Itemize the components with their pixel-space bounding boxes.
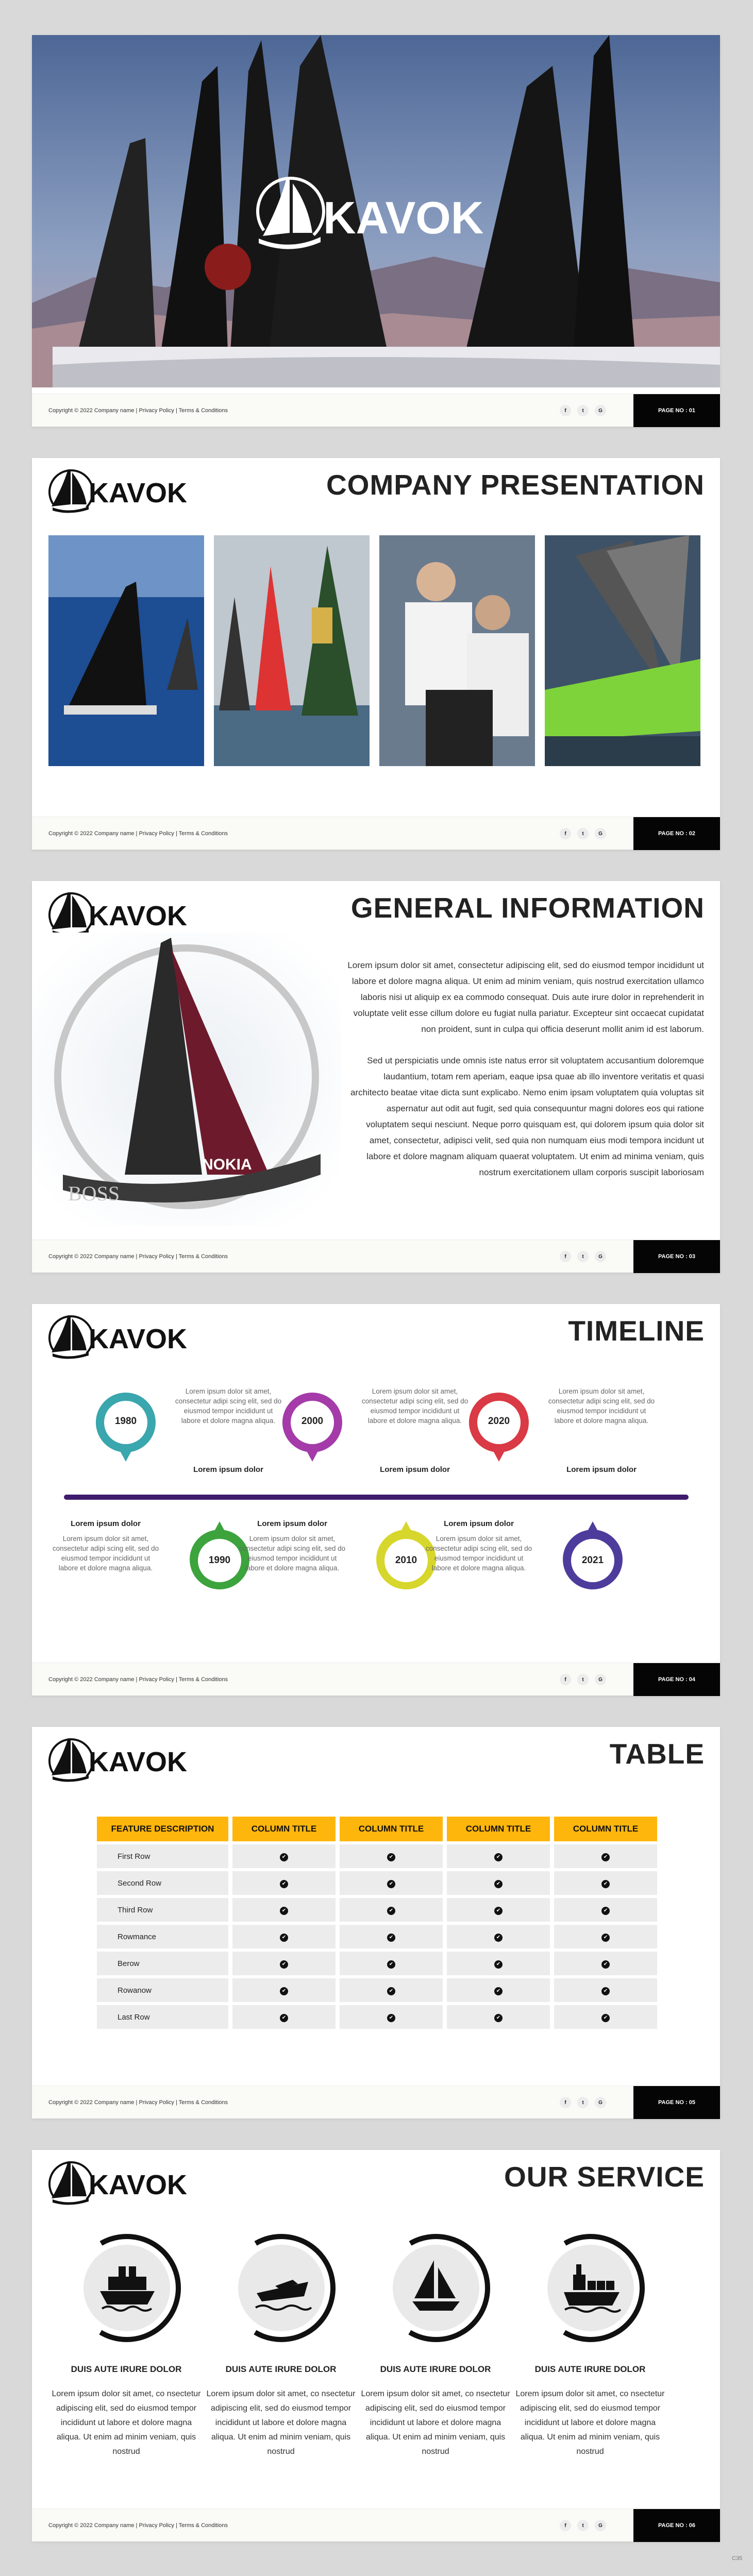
photo-green-yacht bbox=[545, 535, 700, 766]
service-text: Lorem ipsum dolor sit amet, co nsectetur adipiscing elit, sed do eiusmod tempor incididunt ut labore et dolore magna aliqua. Ut enim ad minim veniam, quis nostrud bbox=[206, 2389, 356, 2456]
page-number: PAGE NO : 03 bbox=[633, 1240, 720, 1273]
social-links bbox=[560, 1674, 606, 1685]
facebook-icon[interactable]: f bbox=[560, 405, 571, 416]
checkmark-icon: ✔ bbox=[387, 1880, 395, 1888]
service-text: Lorem ipsum dolor sit amet, co nsectetur adipiscing elit, sed do eiusmod tempor incididunt ut labore et dolore magna aliqua. Ut enim ad minim veniam, quis nostrud bbox=[361, 2389, 510, 2456]
page-title: COMPANY PRESENTATION bbox=[326, 469, 705, 501]
copyright-text: Copyright © 2022 Company name | Privacy Policy | Terms & Conditions bbox=[48, 2522, 228, 2529]
row-label: Rowmance bbox=[97, 1925, 228, 1948]
table-header: COLUMN TITLE bbox=[232, 1817, 336, 1841]
page-title: TABLE bbox=[609, 1738, 705, 1770]
checkmark-icon: ✔ bbox=[601, 2014, 610, 2022]
page-title: GENERAL INFORMATION bbox=[350, 892, 705, 924]
table-cell bbox=[340, 1871, 443, 1895]
service-text: Lorem ipsum dolor sit amet, co nsectetur adipiscing elit, sed do eiusmod tempor incididunt ut labore et dolore magna aliqua. Ut enim ad minim veniam, quis nostrud bbox=[52, 2389, 201, 2456]
checkmark-icon: ✔ bbox=[601, 1907, 610, 1915]
table-cell bbox=[447, 1952, 550, 1975]
table-row bbox=[97, 1952, 657, 1975]
google-icon[interactable]: G bbox=[595, 828, 606, 839]
footer bbox=[32, 394, 720, 427]
table-cell bbox=[554, 2005, 657, 2029]
timeline-heading: Lorem ipsum dolor bbox=[193, 1465, 263, 1474]
timeline-line bbox=[64, 1495, 689, 1500]
table-cell bbox=[340, 1898, 443, 1922]
slide-our-service bbox=[32, 2150, 720, 2541]
row-label: Second Row bbox=[97, 1871, 228, 1895]
photo-race-boats bbox=[214, 535, 370, 766]
hero-brand-text: KAVOK bbox=[323, 192, 484, 243]
table-cell bbox=[447, 2005, 550, 2029]
social-links bbox=[560, 405, 606, 416]
table-cell bbox=[447, 1844, 550, 1868]
timeline-marker-1990: 1990 bbox=[188, 1519, 252, 1583]
timeline-text: Lorem ipsum dolor sit amet, consectetur adipi scing elit, sed do eiusmod tempor incididunt ut labore et dolore magna aliqua. bbox=[548, 1387, 655, 1425]
table-cell bbox=[232, 1925, 336, 1948]
social-links bbox=[560, 828, 606, 839]
timeline-marker-2000: 2000 bbox=[280, 1392, 344, 1455]
table-cell bbox=[554, 1925, 657, 1948]
timeline-heading: Lorem ipsum dolor bbox=[566, 1465, 637, 1474]
speedboat-icon bbox=[226, 2232, 337, 2344]
twitter-icon[interactable]: t bbox=[577, 1251, 589, 1262]
table-header-row bbox=[97, 1817, 657, 1841]
service-card bbox=[52, 2232, 201, 2459]
table-cell bbox=[232, 1844, 336, 1868]
table-cell bbox=[554, 1952, 657, 1975]
svg-text:KAVOK: KAVOK bbox=[89, 901, 188, 931]
table-cell bbox=[447, 1871, 550, 1895]
slide-cover bbox=[32, 35, 720, 427]
table-cell bbox=[340, 1952, 443, 1975]
footer bbox=[32, 1240, 720, 1273]
svg-text:KAVOK: KAVOK bbox=[89, 2170, 188, 2200]
facebook-icon[interactable]: f bbox=[560, 2520, 571, 2531]
social-links bbox=[560, 2097, 606, 2108]
service-card bbox=[361, 2232, 510, 2459]
checkmark-icon: ✔ bbox=[601, 1880, 610, 1888]
checkmark-icon: ✔ bbox=[387, 2014, 395, 2022]
footer bbox=[32, 1663, 720, 1696]
table-row bbox=[97, 1844, 657, 1868]
copyright-text: Copyright © 2022 Company name | Privacy Policy | Terms & Conditions bbox=[48, 831, 228, 837]
table-cell bbox=[340, 1978, 443, 2002]
twitter-icon[interactable]: t bbox=[577, 2097, 589, 2108]
timeline-marker-1980: 1980 bbox=[94, 1392, 158, 1455]
table-cell bbox=[340, 1925, 443, 1948]
brand-logo bbox=[41, 1735, 196, 1784]
timeline-marker-2010: 2010 bbox=[374, 1519, 438, 1583]
checkmark-icon: ✔ bbox=[280, 1880, 288, 1888]
checkmark-icon: ✔ bbox=[494, 1934, 503, 1942]
sponsor-text: NOKIA bbox=[202, 1156, 252, 1173]
checkmark-icon: ✔ bbox=[601, 1987, 610, 1995]
sailboat-icon bbox=[380, 2232, 492, 2344]
checkmark-icon: ✔ bbox=[280, 2014, 288, 2022]
timeline-text: Lorem ipsum dolor sit amet, consectetur adipi scing elit, sed do eiusmod tempor incididunt ut labore et dolore magna aliqua. bbox=[361, 1387, 468, 1425]
checkmark-icon: ✔ bbox=[494, 2014, 503, 2022]
copyright-text: Copyright © 2022 Company name | Privacy Policy | Terms & Conditions bbox=[48, 1676, 228, 1683]
table-cell bbox=[554, 1978, 657, 2002]
checkmark-icon: ✔ bbox=[280, 1987, 288, 1995]
timeline-heading: Lorem ipsum dolor bbox=[257, 1519, 327, 1528]
checkmark-icon: ✔ bbox=[387, 1960, 395, 1969]
checkmark-icon: ✔ bbox=[494, 1987, 503, 1995]
yacht-illustration bbox=[32, 933, 341, 1226]
checkmark-icon: ✔ bbox=[280, 1934, 288, 1942]
service-title: DUIS AUTE IRURE DOLOR bbox=[71, 2364, 182, 2374]
page-title: OUR SERVICE bbox=[504, 2161, 705, 2193]
row-label: First Row bbox=[97, 1844, 228, 1868]
checkmark-icon: ✔ bbox=[280, 1907, 288, 1915]
table-row bbox=[97, 1871, 657, 1895]
table-cell bbox=[232, 2005, 336, 2029]
checkmark-icon: ✔ bbox=[601, 1853, 610, 1861]
checkmark-icon: ✔ bbox=[601, 1960, 610, 1969]
hero-image bbox=[32, 35, 720, 387]
slide-table bbox=[32, 1727, 720, 2119]
row-label: Third Row bbox=[97, 1898, 228, 1922]
timeline-text: Lorem ipsum dolor sit amet, consectetur adipi scing elit, sed do eiusmod tempor incididunt ut labore et dolore magna aliqua. bbox=[52, 1535, 159, 1572]
service-title: DUIS AUTE IRURE DOLOR bbox=[380, 2364, 491, 2374]
svg-text:KAVOK: KAVOK bbox=[89, 1747, 188, 1777]
timeline-marker-2021: 2021 bbox=[561, 1519, 625, 1583]
svg-text:KAVOK: KAVOK bbox=[89, 478, 188, 509]
service-text: Lorem ipsum dolor sit amet, co nsectetur adipiscing elit, sed do eiusmod tempor incididunt ut labore et dolore magna aliqua. Ut enim ad minim veniam, quis nostrud bbox=[515, 2389, 665, 2456]
timeline-heading: Lorem ipsum dolor bbox=[71, 1519, 141, 1528]
table-cell bbox=[340, 1844, 443, 1868]
service-title: DUIS AUTE IRURE DOLOR bbox=[534, 2364, 646, 2374]
checkmark-icon: ✔ bbox=[280, 1853, 288, 1861]
table-cell bbox=[340, 2005, 443, 2029]
table-row bbox=[97, 1925, 657, 1948]
timeline-marker-2020: 2020 bbox=[467, 1392, 531, 1455]
corner-mark: C35 bbox=[732, 2555, 743, 2562]
sponsor-text-boss: BOSS bbox=[68, 1182, 120, 1205]
cargo-ship-icon bbox=[535, 2232, 646, 2344]
page-title: TIMELINE bbox=[568, 1315, 705, 1347]
photo-crew bbox=[379, 535, 535, 766]
timeline-heading: Lorem ipsum dolor bbox=[380, 1465, 450, 1474]
google-icon[interactable]: G bbox=[595, 1674, 606, 1685]
facebook-icon[interactable]: f bbox=[560, 1251, 571, 1262]
twitter-icon[interactable]: t bbox=[577, 1674, 589, 1685]
slide-general-information bbox=[32, 881, 720, 1273]
svg-text:KAVOK: KAVOK bbox=[89, 1324, 188, 1354]
table-header: COLUMN TITLE bbox=[447, 1817, 550, 1841]
brand-logo bbox=[41, 466, 196, 515]
cruise-ship-icon bbox=[71, 2232, 182, 2344]
google-icon[interactable]: G bbox=[595, 405, 606, 416]
slide-company-presentation bbox=[32, 458, 720, 850]
table-cell bbox=[554, 1898, 657, 1922]
table-row bbox=[97, 2005, 657, 2029]
table-cell bbox=[232, 1898, 336, 1922]
checkmark-icon: ✔ bbox=[494, 1853, 503, 1861]
page-number: PAGE NO : 02 bbox=[633, 817, 720, 850]
twitter-icon[interactable]: t bbox=[577, 2520, 589, 2531]
page-number: PAGE NO : 01 bbox=[633, 394, 720, 427]
page-number: PAGE NO : 06 bbox=[633, 2509, 720, 2542]
table-cell bbox=[554, 1871, 657, 1895]
service-card bbox=[206, 2232, 356, 2459]
copyright-text: Copyright © 2022 Company name | Privacy Policy | Terms & Conditions bbox=[48, 408, 228, 414]
table-cell bbox=[232, 1871, 336, 1895]
footer bbox=[32, 2086, 720, 2119]
checkmark-icon: ✔ bbox=[387, 1987, 395, 1995]
service-title: DUIS AUTE IRURE DOLOR bbox=[225, 2364, 337, 2374]
checkmark-icon: ✔ bbox=[387, 1934, 395, 1942]
brand-logo bbox=[41, 889, 196, 938]
footer bbox=[32, 2509, 720, 2541]
table-header: FEATURE DESCRIPTION bbox=[97, 1817, 228, 1841]
timeline-text: Lorem ipsum dolor sit amet, consectetur adipi scing elit, sed do eiusmod tempor incididunt ut labore et dolore magna aliqua. bbox=[239, 1535, 346, 1572]
checkmark-icon: ✔ bbox=[387, 1853, 395, 1861]
google-icon[interactable]: G bbox=[595, 1251, 606, 1262]
info-paragraph-2: Sed ut perspiciatis unde omnis iste natus error sit voluptatem accusantium doloremque laudantium, totam rem aperiam, eaque ipsa quae ab illo inventore veritatis et quasi architecto beatae vitae dicta sunt explicabo. Nemo enim ipsam voluptatem quia voluptas sit aspernatur aut odit aut fugit, sed quia consequuntur magni dolores eos qui ratione voluptatem sequi nesciunt. Neque porro quisquam est, qui dolorem ipsum quia dolor sit amet, consectetur, adipisci velit, sed quia non numquam eius modi tempora incidunt ut labore et dolore magnam aliquam quaerat voluptatem. Ut enim ad minima veniam, quis nostrum exercitationem ullam corporis suscipit laboriosam bbox=[350, 1056, 704, 1177]
twitter-icon[interactable]: t bbox=[577, 405, 589, 416]
copyright-text: Copyright © 2022 Company name | Privacy Policy | Terms & Conditions bbox=[48, 1253, 228, 1260]
table-cell bbox=[232, 1952, 336, 1975]
table-cell bbox=[447, 1925, 550, 1948]
table-cell bbox=[232, 1978, 336, 2002]
info-paragraph-1: Lorem ipsum dolor sit amet, consectetur adipiscing elit, sed do eiusmod tempor incididunt ut labore et dolore magna aliqua. Ut enim ad minim veniam, quis nostrud exercitation ullamco laboris nisi ut aliquip ex ea commodo consequat. Duis aute irure dolor in reprehenderit in voluptate velit esse cillum dolore eu fugiat nulla pariatur. Excepteur sint occaecat cupidatat non proident, sunt in culpa qui officia deserunt mollit anim id est laborum. bbox=[347, 960, 704, 1034]
slide-timeline bbox=[32, 1304, 720, 1696]
table-row bbox=[97, 1898, 657, 1922]
facebook-icon[interactable]: f bbox=[560, 828, 571, 839]
timeline-heading: Lorem ipsum dolor bbox=[444, 1519, 514, 1528]
row-label: Last Row bbox=[97, 2005, 228, 2029]
table-cell bbox=[447, 1898, 550, 1922]
facebook-icon[interactable]: f bbox=[560, 2097, 571, 2108]
social-links bbox=[560, 1251, 606, 1262]
social-links bbox=[560, 2520, 606, 2531]
checkmark-icon: ✔ bbox=[601, 1934, 610, 1942]
facebook-icon[interactable]: f bbox=[560, 1674, 571, 1685]
checkmark-icon: ✔ bbox=[494, 1880, 503, 1888]
google-icon[interactable]: G bbox=[595, 2097, 606, 2108]
table-row bbox=[97, 1978, 657, 2002]
table-cell bbox=[554, 1844, 657, 1868]
checkmark-icon: ✔ bbox=[280, 1960, 288, 1969]
brand-logo bbox=[41, 1312, 196, 1361]
page-number: PAGE NO : 05 bbox=[633, 2086, 720, 2119]
page-number: PAGE NO : 04 bbox=[633, 1663, 720, 1696]
google-icon[interactable]: G bbox=[595, 2520, 606, 2531]
footer bbox=[32, 817, 720, 850]
timeline-text: Lorem ipsum dolor sit amet, consectetur adipi scing elit, sed do eiusmod tempor incididunt ut labore et dolore magna aliqua. bbox=[175, 1387, 282, 1425]
service-card bbox=[515, 2232, 665, 2459]
table-header: COLUMN TITLE bbox=[554, 1817, 657, 1841]
brand-logo bbox=[41, 2158, 196, 2207]
checkmark-icon: ✔ bbox=[494, 1960, 503, 1969]
checkmark-icon: ✔ bbox=[494, 1907, 503, 1915]
row-label: Rowanow bbox=[97, 1978, 228, 2002]
copyright-text: Copyright © 2022 Company name | Privacy Policy | Terms & Conditions bbox=[48, 2099, 228, 2106]
twitter-icon[interactable]: t bbox=[577, 828, 589, 839]
checkmark-icon: ✔ bbox=[387, 1907, 395, 1915]
feature-table bbox=[93, 1814, 661, 2032]
photo-catamaran bbox=[48, 535, 204, 766]
timeline-text: Lorem ipsum dolor sit amet, consectetur adipi scing elit, sed do eiusmod tempor incididunt ut labore et dolore magna aliqua. bbox=[425, 1535, 532, 1572]
table-header: COLUMN TITLE bbox=[340, 1817, 443, 1841]
table-cell bbox=[447, 1978, 550, 2002]
row-label: Berow bbox=[97, 1952, 228, 1975]
